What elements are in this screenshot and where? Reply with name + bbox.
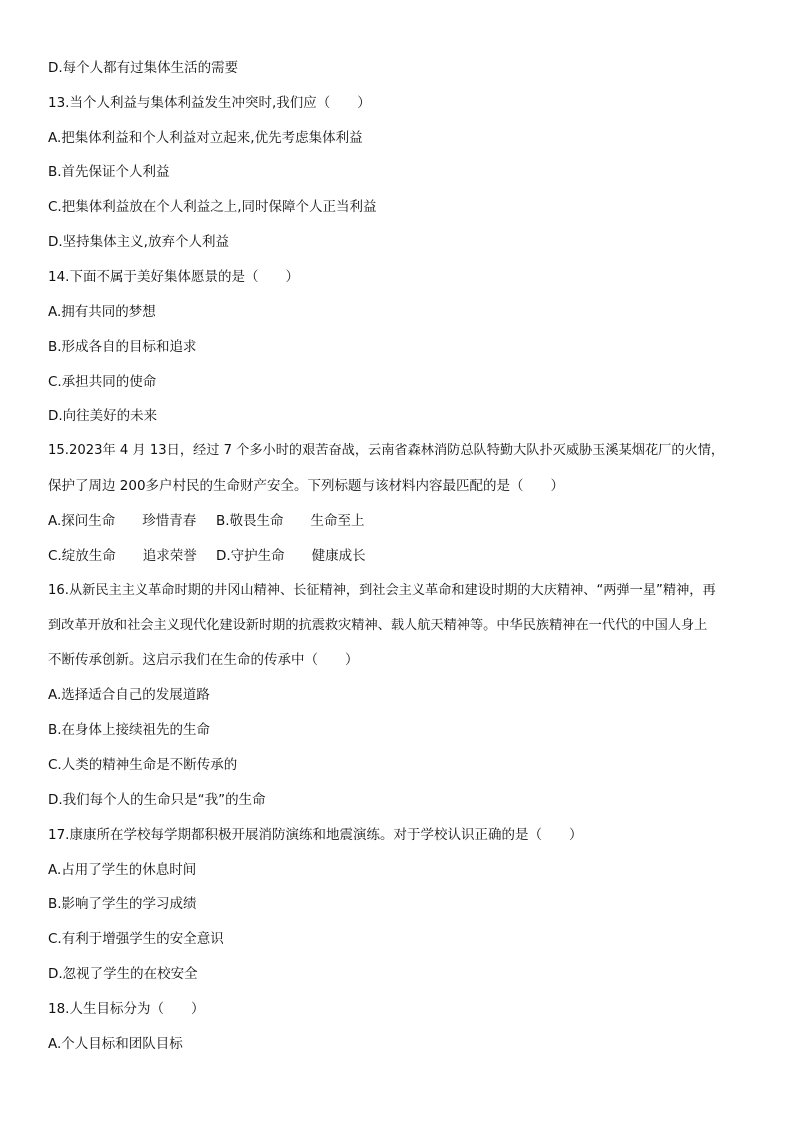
option-a-q14: A.拥有共同的梦想 xyxy=(48,304,156,320)
option-d-q17: D.忽视了学生的在校安全 xyxy=(48,966,198,982)
option-a-q16: A.选择适合自己的发展道路 xyxy=(48,687,210,703)
option-d-q15: D.守护生命 健康成长 xyxy=(216,548,366,564)
option-b-q13: B.首先保证个人利益 xyxy=(48,164,170,180)
options-row-1-q15 xyxy=(48,511,365,531)
question-18: 18.人生目标分为（ ） xyxy=(48,1001,205,1017)
question-13: 13.当个人利益与集体利益发生冲突时,我们应（ ） xyxy=(48,95,371,111)
option-c-q17: C.有利于增强学生的安全意识 xyxy=(48,931,224,947)
question-15-line-2: 保护了周边 200多户村民的生命财产安全。下列标题与该材料内容最匹配的是（ ） xyxy=(48,478,565,494)
option-c-q14: C.承担共同的使命 xyxy=(48,374,157,390)
option-c-q13: C.把集体利益放在个人利益之上,同时保障个人正当利益 xyxy=(48,199,377,215)
option-d-q16: D.我们每个人的生命只是“我”的生命 xyxy=(48,792,266,808)
option-c-q16: C.人类的精神生命是不断传承的 xyxy=(48,757,238,773)
question-17: 17.康康所在学校每学期都积极开展消防演练和地震演练。对于学校认识正确的是（ ） xyxy=(48,827,583,843)
option-d-q14: D.向往美好的未来 xyxy=(48,408,158,424)
option-a-q17: A.占用了学生的休息时间 xyxy=(48,862,197,878)
question-16-line-2: 到改革开放和社会主义现代化建设新时期的抗震救灾精神、载人航天精神等。中华民族精神在一代代的中国人身上 xyxy=(48,618,708,633)
option-a-q13: A.把集体利益和个人利益对立起来,优先考虑集体利益 xyxy=(48,130,363,146)
question-15-line-1: 15.2023年 4 月 13日，经过 7 个多小时的艰苦奋战，云南省森林消防总队特勤大队扑灭威胁玉溪某烟花厂的火情， xyxy=(48,443,725,458)
option-b-q16: B.在身体上接续祖先的生命 xyxy=(48,722,211,738)
option-a-q18: A.个人目标和团队目标 xyxy=(48,1036,183,1052)
option-c-q15: C.绽放生命 追求荣誉 xyxy=(48,548,197,564)
question-16-line-3: 不断传承创新。这启示我们在生命的传承中（ ） xyxy=(48,652,359,668)
question-14: 14.下面不属于美好集体愿景的是（ ） xyxy=(48,269,299,285)
option-a-q15: A.探问生命 珍惜青春 xyxy=(48,513,197,529)
option-b-q15: B.敬畏生命 生命至上 xyxy=(216,513,365,529)
option-b-q17: B.影响了学生的学习成绩 xyxy=(48,896,197,912)
options-row-2-q15 xyxy=(48,546,366,566)
option-b-q14: B.形成各自的目标和追求 xyxy=(48,339,197,355)
option-d-q12: D.每个人都有过集体生活的需要 xyxy=(48,60,239,76)
question-16-line-1: 16.从新民主主义革命时期的井冈山精神、长征精神，到社会主义革命和建设时期的大庆精神、“两弹一星”精神，再 xyxy=(48,583,716,598)
option-d-q13: D.坚持集体主义,放弃个人利益 xyxy=(48,234,229,250)
